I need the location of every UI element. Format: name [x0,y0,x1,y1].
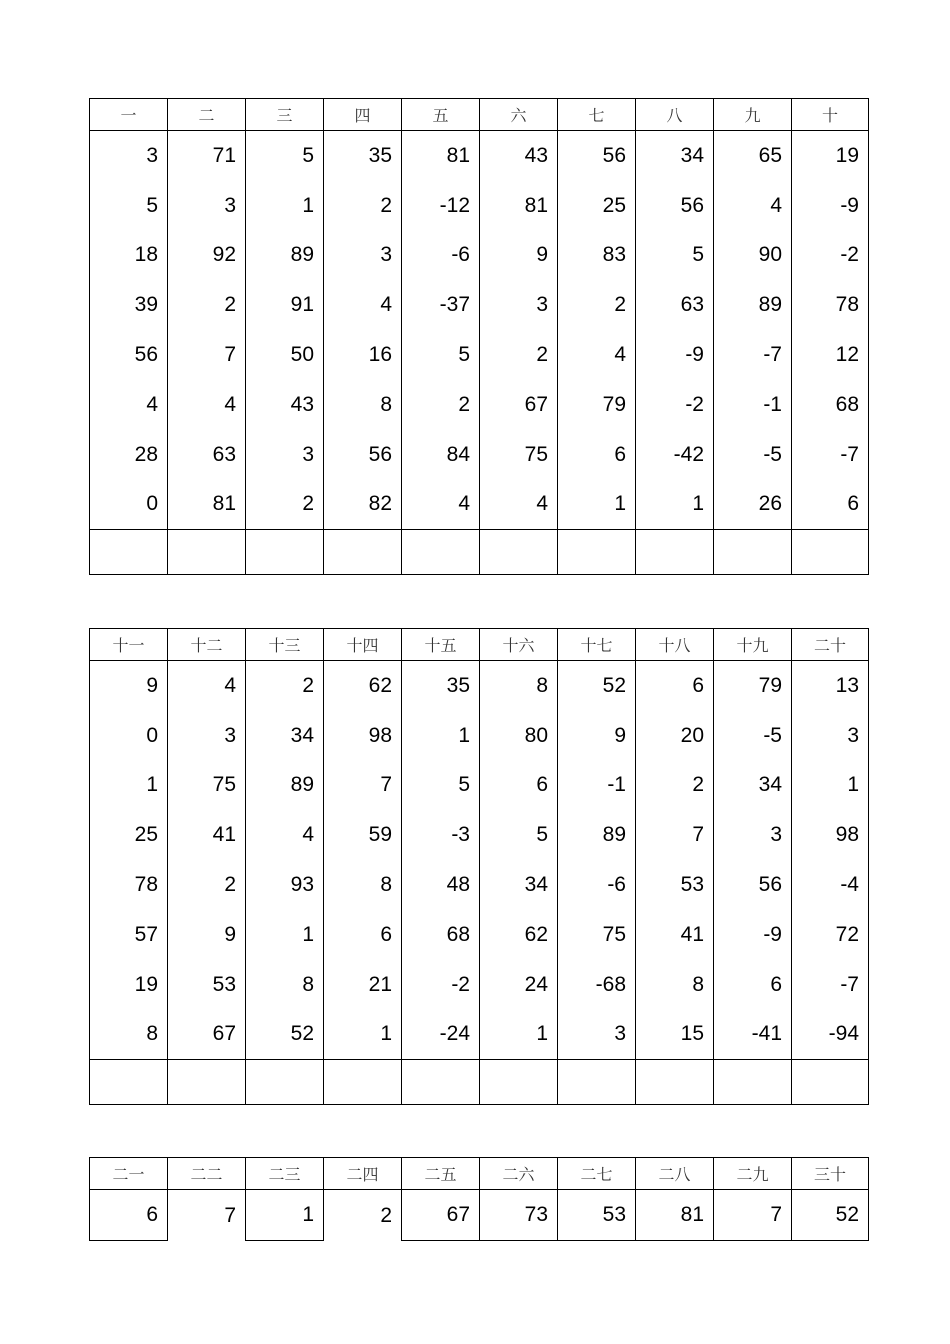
number-cell: 7 [224,343,236,367]
number-cell: 63 [680,293,704,317]
number-cell: 19 [134,972,158,996]
number-cell: 3 [536,293,548,317]
number-cell: -7 [840,442,859,466]
number-cell: 62 [524,922,548,946]
column-header: 二五 [401,1157,479,1190]
number-cell: 9 [224,922,236,946]
column-header: 九 [713,98,791,131]
column-header: 六 [479,98,557,131]
number-column [713,661,791,1059]
number-cell: 63 [212,442,236,466]
number-cell: 24 [524,972,548,996]
number-column [479,661,557,1059]
number-cell: 59 [368,823,392,847]
number-cell: 3 [224,193,236,217]
worksheet-table-2 [89,628,869,1105]
header-row [89,628,869,661]
number-cell: 52 [290,1022,314,1046]
number-cell: 81 [446,143,470,167]
number-cell: 0 [146,492,158,516]
number-cell: 2 [380,193,392,217]
column-header: 二 [167,98,245,131]
column-header: 五 [401,98,479,131]
number-cell: 2 [224,873,236,897]
number-column [479,131,557,529]
number-cell: 1 [146,773,158,797]
number-cell: 93 [290,873,314,897]
number-cell: 78 [835,293,859,317]
number-cell: -4 [840,873,859,897]
number-cell: 56 [602,143,626,167]
number-cell: -5 [763,442,782,466]
column-header: 二二 [167,1157,245,1190]
number-cell: -9 [763,922,782,946]
number-cell: 21 [368,972,392,996]
number-column [557,661,635,1059]
number-cell: 8 [380,873,392,897]
number-cell: -7 [763,343,782,367]
number-cell: 3 [146,143,158,167]
number-cell: 4 [380,293,392,317]
number-cell: 4 [224,392,236,416]
number-cell: 7 [713,1190,791,1241]
number-cell: 3 [224,723,236,747]
answer-cell[interactable] [401,529,479,575]
number-column [167,131,245,529]
number-cell: 83 [602,243,626,267]
number-column [245,661,323,1059]
number-cell: 43 [524,143,548,167]
number-cell: 89 [290,773,314,797]
column-header: 八 [635,98,713,131]
number-cell: 4 [146,392,158,416]
number-cell: 43 [290,392,314,416]
number-column [401,131,479,529]
worksheet-table-3 [89,1157,869,1241]
number-cell: 50 [290,343,314,367]
number-cell: 25 [134,823,158,847]
number-cell: 56 [134,343,158,367]
column-header: 七 [557,98,635,131]
answer-cell[interactable] [791,529,869,575]
number-column [791,661,869,1059]
number-cell: 7 [692,823,704,847]
number-cell: 57 [134,922,158,946]
number-cell: 12 [835,343,859,367]
number-cell: 2 [536,343,548,367]
number-cell: 4 [770,193,782,217]
number-cell: 98 [835,823,859,847]
answer-row [89,1059,869,1105]
number-cell: 6 [770,972,782,996]
answer-cell[interactable] [713,529,791,575]
column-header: 十 [791,98,869,131]
number-cell: 65 [758,143,782,167]
number-cell: 75 [602,922,626,946]
number-cell: 56 [680,193,704,217]
number-cell: 71 [212,143,236,167]
number-cell: 1 [245,1190,323,1241]
answer-cell[interactable] [713,1059,791,1105]
answer-cell[interactable] [323,529,401,575]
number-cell: 1 [536,1022,548,1046]
column-header: 二六 [479,1157,557,1190]
number-cell: 9 [614,723,626,747]
number-cell: 1 [847,773,859,797]
number-cell: 7 [380,773,392,797]
number-cell: 79 [758,673,782,697]
number-cell: -6 [451,243,470,267]
number-cell: 56 [758,873,782,897]
number-cell: 3 [614,1022,626,1046]
number-cell: 3 [302,442,314,466]
number-cell: 34 [680,143,704,167]
answer-cell[interactable] [245,1059,323,1105]
number-cell: 3 [380,243,392,267]
number-column [245,131,323,529]
number-column [791,131,869,529]
number-cell: 2 [692,773,704,797]
column-header: 十一 [89,628,167,661]
number-cell: 34 [758,773,782,797]
number-cell: 2 [302,673,314,697]
column-header: 十四 [323,628,401,661]
number-column [713,131,791,529]
column-header: 二十 [791,628,869,661]
number-column [323,661,401,1059]
number-cell: 34 [524,873,548,897]
number-cell: 2 [302,492,314,516]
number-cell: 4 [536,492,548,516]
number-cell: 8 [692,972,704,996]
number-cell: 26 [758,492,782,516]
column-header: 三十 [791,1157,869,1190]
answer-cell[interactable] [479,529,557,575]
answer-cell[interactable] [557,529,635,575]
number-cell: 48 [446,873,470,897]
number-cell: 1 [302,193,314,217]
number-cell: 90 [758,243,782,267]
number-cell: 9 [536,243,548,267]
number-cell: 8 [146,1022,158,1046]
answer-cell[interactable] [167,529,245,575]
number-cell: 98 [368,723,392,747]
number-cell: 4 [458,492,470,516]
number-cell: 2 [614,293,626,317]
number-cell: 1 [692,492,704,516]
number-cell: 19 [835,143,859,167]
number-column [401,661,479,1059]
number-cell: 82 [368,492,392,516]
column-header: 二七 [557,1157,635,1190]
answer-cell[interactable] [635,1059,713,1105]
number-cell: 75 [524,442,548,466]
number-cell: 5 [458,773,470,797]
number-cell: -5 [763,723,782,747]
number-cell: 1 [614,492,626,516]
number-cell: 0 [146,723,158,747]
number-cell: -37 [439,293,470,317]
number-cell: 6 [89,1190,167,1241]
number-cell: 53 [680,873,704,897]
number-cell: 5 [146,193,158,217]
number-cell: -24 [439,1022,470,1046]
answer-cell[interactable] [89,529,167,575]
answer-cell[interactable] [323,1059,401,1105]
column-header: 三 [245,98,323,131]
column-header: 二四 [323,1157,401,1190]
number-cell: 52 [602,673,626,697]
number-cell: -2 [840,243,859,267]
number-cell: -3 [451,823,470,847]
number-cell: -1 [763,392,782,416]
number-cell: 78 [134,873,158,897]
number-cell: 8 [536,673,548,697]
worksheet-table-1 [89,98,869,575]
number-cell: 62 [368,673,392,697]
number-cell: 34 [290,723,314,747]
number-cell: 80 [524,723,548,747]
number-cell: 81 [212,492,236,516]
number-cell: 3 [770,823,782,847]
number-cell: 6 [380,922,392,946]
number-column [635,661,713,1059]
number-cell: 15 [680,1022,704,1046]
number-column [557,131,635,529]
answer-cell[interactable] [401,1059,479,1105]
number-cell: -42 [673,442,704,466]
column-header: 四 [323,98,401,131]
answer-row [89,529,869,575]
number-cell: 8 [302,972,314,996]
number-cell: -2 [685,392,704,416]
number-cell: 72 [835,922,859,946]
number-cell: 53 [557,1190,635,1241]
number-cell: 67 [524,392,548,416]
number-cell: 18 [134,243,158,267]
answer-cell[interactable] [479,1059,557,1105]
answer-cell[interactable] [89,1059,167,1105]
number-column [323,131,401,529]
number-cell: 2 [224,293,236,317]
number-cell: 5 [458,343,470,367]
column-header: 二九 [713,1157,791,1190]
number-cell: 5 [536,823,548,847]
number-cell: 89 [602,823,626,847]
number-cell: 20 [680,723,704,747]
number-cell: 5 [302,143,314,167]
number-cell: 4 [224,673,236,697]
number-column [89,661,167,1059]
column-header: 十三 [245,628,323,661]
number-cell: 2 [458,392,470,416]
number-cell: 25 [602,193,626,217]
number-cell: -41 [751,1022,782,1046]
number-cell: -1 [607,773,626,797]
column-header: 二八 [635,1157,713,1190]
number-cell: 35 [446,673,470,697]
answer-cell[interactable] [245,529,323,575]
column-header: 十六 [479,628,557,661]
number-cell: 4 [614,343,626,367]
number-cell: -9 [840,193,859,217]
number-cell: 8 [380,392,392,416]
number-cell: 52 [791,1190,869,1241]
number-cell: 35 [368,143,392,167]
number-cell: 91 [290,293,314,317]
number-cell: 89 [758,293,782,317]
number-cell: 28 [134,442,158,466]
column-header: 十八 [635,628,713,661]
number-cell: 4 [302,823,314,847]
number-cell: 68 [446,922,470,946]
number-cell: 68 [835,392,859,416]
number-column [167,661,245,1059]
column-header: 二三 [245,1157,323,1190]
answer-cell[interactable] [557,1059,635,1105]
column-header: 十五 [401,628,479,661]
number-cell: 81 [524,193,548,217]
number-cell: 81 [635,1190,713,1241]
number-cell: 73 [479,1190,557,1241]
number-cell: 5 [692,243,704,267]
number-cell: 6 [614,442,626,466]
column-header: 十二 [167,628,245,661]
number-cell: 84 [446,442,470,466]
number-columns [89,131,869,529]
header-row [89,1157,869,1190]
number-cell: 3 [847,723,859,747]
column-header: 十九 [713,628,791,661]
number-cell: 9 [146,673,158,697]
number-cell: -6 [607,873,626,897]
number-cell: 92 [212,243,236,267]
number-cell: 89 [290,243,314,267]
number-cell: 39 [134,293,158,317]
number-cell: 2 [323,1190,401,1241]
number-cell: 67 [401,1190,479,1241]
number-cell: 67 [212,1022,236,1046]
number-column [89,131,167,529]
number-cell: -9 [685,343,704,367]
number-cell: 41 [212,823,236,847]
number-cell: 53 [212,972,236,996]
number-cell: 41 [680,922,704,946]
number-columns [89,661,869,1059]
number-cell: 13 [835,673,859,697]
column-header: 二一 [89,1157,167,1190]
number-cell: 79 [602,392,626,416]
number-cell: -94 [828,1022,859,1046]
number-cell: 1 [458,723,470,747]
number-cell: 6 [847,492,859,516]
number-cell: 6 [692,673,704,697]
number-column [635,131,713,529]
number-row [89,1190,869,1241]
number-cell: 6 [536,773,548,797]
number-cell: -7 [840,972,859,996]
number-cell: 1 [302,922,314,946]
number-cell: 7 [167,1190,245,1241]
number-cell: 56 [368,442,392,466]
header-row [89,98,869,131]
number-cell: 1 [380,1022,392,1046]
number-cell: -2 [451,972,470,996]
answer-cell[interactable] [635,529,713,575]
number-cell: 75 [212,773,236,797]
number-cell: -12 [439,193,470,217]
number-cell: 16 [368,343,392,367]
number-cell: -68 [595,972,626,996]
answer-cell[interactable] [791,1059,869,1105]
column-header: 十七 [557,628,635,661]
column-header: 一 [89,98,167,131]
answer-cell[interactable] [167,1059,245,1105]
